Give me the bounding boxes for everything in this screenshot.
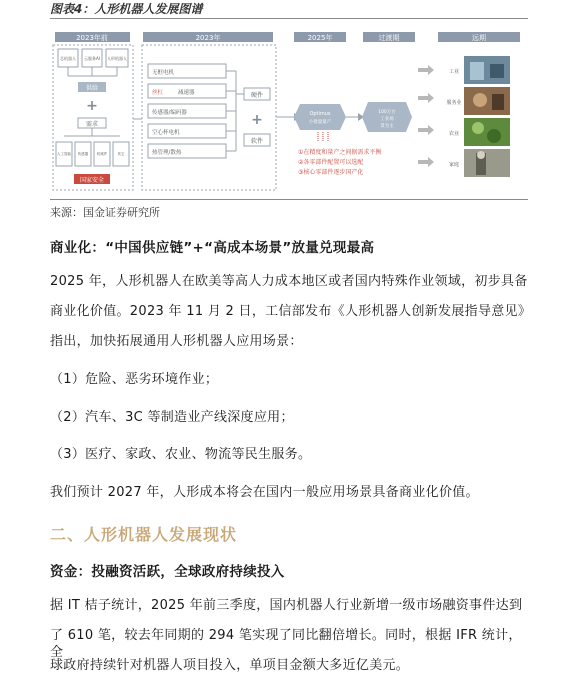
transition-label-1: 100万台	[378, 110, 396, 115]
header-2023-before: 2023年前	[76, 34, 108, 42]
middle-item-1: 无框电机	[152, 70, 175, 76]
note-2: ②各零部件配置可以选配	[298, 159, 364, 166]
caption-rule	[50, 18, 528, 19]
optimus-box	[294, 104, 346, 130]
figure-source: 来源：国金证券研究所	[50, 206, 160, 219]
list-item-2: （2）汽车、3C 等制造业产线深度应用；	[50, 410, 294, 425]
figure-caption: 图表4：人形机器人发展图谱	[50, 2, 203, 16]
software-label: 软件	[250, 138, 264, 145]
top-box-3-label: 人形机器人	[107, 56, 127, 61]
list-item-1: （1）危险、恶劣环境作业；	[50, 372, 219, 387]
para3-line3: 球政府持续针对机器人项目投入，单项目金额大多近亿美元。	[50, 658, 410, 673]
heading-commercialization: 商业化：“中国供应链”+“高成本场景”放量兑现最高	[50, 240, 375, 256]
demand-label: 需求	[85, 121, 99, 128]
scenario-4: 家庭	[448, 162, 460, 168]
top-box-1-label: 芯机器人	[60, 56, 76, 61]
header-future: 远期	[472, 34, 486, 42]
scenario-3: 农业	[448, 131, 460, 137]
top-box-2-label: 云服务AI	[84, 56, 100, 61]
scenario-photos	[464, 56, 510, 177]
para3-line1: 据 IT 桔子统计，2025 年前三季度，国内机器人行业新增一级市场融资事件达到	[50, 598, 523, 613]
middle-item-4: 传感器/编码器	[152, 110, 187, 116]
middle-item-3: 减速器	[178, 90, 195, 96]
scenario-2: 服务业	[446, 100, 462, 106]
bottom-box-1-label: 人工智能	[57, 152, 71, 156]
plus-sign-left: +	[86, 98, 98, 114]
scenario-1: 工业	[448, 69, 460, 75]
section-heading: 二、人形机器人发展现状	[50, 525, 238, 544]
future-arrows	[418, 65, 434, 167]
home-photo	[464, 149, 510, 177]
middle-item-5: 空心杯电机	[152, 130, 180, 136]
para1-line3: 指出，加快拓展通用人形机器人应用场景：	[50, 334, 303, 349]
optimus-label-1: Optimus	[309, 111, 331, 117]
bottom-box-3-label: 机械件	[96, 152, 108, 156]
note-3: ③核心零部件逐步国产化	[298, 169, 364, 176]
optimus-label-2: 小批量量产	[308, 120, 332, 125]
middle-items	[148, 64, 226, 158]
development-map-figure	[50, 24, 528, 194]
para1-line1: 2025 年，人形机器人在欧美等高人力成本地区或者国内特殊作业领域，初步具备	[50, 274, 528, 289]
header-2023: 2023年	[195, 34, 221, 42]
note-1: ①在精度和量产之间据需求平衡	[298, 149, 382, 156]
supply-label: 供给	[85, 85, 99, 92]
plus-sign-middle: +	[251, 112, 263, 128]
transition-label-2: 工业场	[380, 117, 394, 122]
hardware-label: 硬件	[250, 92, 264, 99]
para2: 我们预计 2027 年，人形成本将会在国内一般应用场景具备商业化价值。	[50, 485, 479, 500]
header-2025: 2025年	[307, 34, 333, 42]
figure-bottom-rule	[50, 199, 528, 200]
para3-line2: 了 610 笔，较去年同期的 294 笔实现了同比翻倍增长。同时，根据 IFR 统计，全	[50, 628, 522, 660]
heading-funding: 资金：投融资活跃，全球政府持续投入	[50, 564, 285, 580]
middle-item-6: 热管理/散热	[152, 150, 182, 156]
policy-label: 国家安全	[79, 177, 105, 184]
para1-line2: 商业化价值。2023 年 11 月 2 日，工信部发布《人形机器人创新发展指导意见》	[50, 304, 532, 319]
header-transition: 过渡期	[378, 34, 400, 42]
transition-label-3: 景为主	[380, 124, 394, 129]
list-item-3: （3）医疗、家政、农业、物流等民生服务。	[50, 447, 312, 462]
bottom-box-4-label: 其它	[117, 152, 125, 156]
red-arrows	[318, 132, 328, 141]
middle-item-2: 丝杠	[152, 90, 164, 96]
bottom-box-2-label: 传感器	[77, 152, 89, 156]
agriculture-photo	[464, 118, 510, 146]
